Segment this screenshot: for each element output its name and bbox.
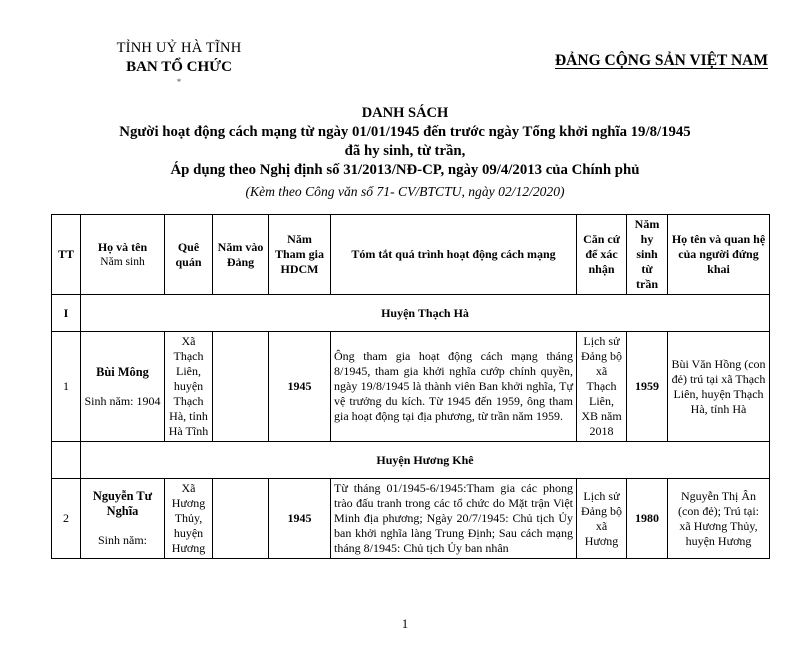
declarant-cell: Nguyễn Thị Ân (con đẻ); Trú tại: xã Hương Thủy, huyện Hương <box>668 479 770 559</box>
page-number: 1 <box>401 617 409 631</box>
activity-summary-cell: Từ tháng 01/1945-6/1945:Tham gia các phong trào đấu tranh trong các tổ chức do Mặt trận Việt Minh địa phương; Ngày 20/7/1945: Chủ tịch Ủy ban khởi nghĩa làng Trung Định; Sau cách mạng tháng 8/1945: Chủ tịch Ủy ban nhân <box>331 479 577 559</box>
person-birth-year: Sinh năm: 1904 <box>84 393 161 408</box>
issuing-department: BAN TỔ CHỨC <box>126 59 232 75</box>
section-header-row <box>52 442 770 479</box>
column-header-hdcm-year: Năm Tham gia HDCM <box>269 215 331 295</box>
verification-basis-cell: Lịch sử Đảng bộ xã Hương <box>577 479 627 559</box>
column-header-party-year: Năm vào Đảng <box>213 215 269 295</box>
column-header-summary: Tóm tắt quá trình hoạt động cách mạng <box>331 215 577 295</box>
person-name-cell <box>81 479 165 559</box>
column-header-name-sub: Năm sinh <box>100 255 145 268</box>
issuing-organization: TỈNH UỶ HÀ TĨNH <box>116 40 242 56</box>
column-header-declarant: Họ tên và quan hệ của người đứng khai <box>668 215 770 295</box>
document-heading: DANH SÁCH <box>361 105 449 121</box>
party-year-cell <box>213 479 269 559</box>
death-year-cell: 1959 <box>627 332 668 442</box>
document-page <box>0 40 810 666</box>
party-year-cell <box>213 332 269 442</box>
row-index: 1 <box>52 332 81 442</box>
person-name-cell <box>81 332 165 442</box>
hdcm-year-cell: 1945 <box>269 332 331 442</box>
column-header-basis: Căn cứ để xác nhận <box>577 215 627 295</box>
activity-summary-cell: Ông tham gia hoạt động cách mạng tháng 8/1945, tham gia khởi nghĩa cướp chính quyền, ngày 19/8/1945 là thành viên Ban khởi nghĩa, Tự vệ trưởng du kích. Từ 1945 đến 1959, ông tham gia hoạt động tại địa phương, từ trần năm 1959. <box>331 332 577 442</box>
column-header-hometown: Quê quán <box>165 215 213 295</box>
column-header-tt: TT <box>52 215 81 295</box>
death-year-cell: 1980 <box>627 479 668 559</box>
national-motto: ĐẢNG CỘNG SẢN VIỆT NAM <box>554 52 768 69</box>
table-row <box>52 332 770 442</box>
person-name: Nguyễn Tư Nghĩa <box>92 489 153 518</box>
column-header-name <box>81 215 165 295</box>
section-numeral <box>52 442 81 479</box>
person-birth-year: Sinh năm: <box>97 533 147 547</box>
hdcm-year-cell: 1945 <box>269 479 331 559</box>
document-subtitle-reference: (Kèm theo Công văn số 71- CV/BTCTU, ngày 02/12/2020) <box>245 184 565 199</box>
row-index: 2 <box>52 479 81 559</box>
document-title-line-3: Áp dụng theo Nghị định số 31/2013/NĐ-CP, ngày 09/4/2013 của Chính phủ <box>170 162 640 178</box>
section-numeral: I <box>52 295 81 332</box>
section-header-row <box>52 295 770 332</box>
column-header-name-main: Họ và tên <box>97 239 148 254</box>
letterhead-left <box>64 40 294 87</box>
section-label: Huyện Thạch Hà <box>81 295 770 332</box>
section-label: Huyện Hương Khê <box>81 442 770 479</box>
document-title-line-1: Người hoạt động cách mạng từ ngày 01/01/1945 đến trước ngày Tổng khởi nghĩa 19/8/1945 <box>119 124 691 140</box>
hometown-cell: Xã Thạch Liên, huyện Thạch Hà, tỉnh Hà Tĩnh <box>165 332 213 442</box>
verification-basis-cell: Lịch sử Đảng bộ xã Thạch Liên, XB năm 2018 <box>577 332 627 442</box>
table-header-row <box>52 215 770 295</box>
table-container <box>0 214 810 559</box>
person-name: Bùi Mông <box>96 364 149 379</box>
table-body <box>52 295 770 559</box>
hometown-cell: Xã Hương Thủy, huyện Hương <box>165 479 213 559</box>
document-title-line-2: đã hy sinh, từ trần, <box>344 143 466 159</box>
letterhead <box>0 40 810 98</box>
table-header <box>52 215 770 295</box>
star-separator-icon: * <box>176 77 182 87</box>
revolutionary-activists-table <box>51 214 770 559</box>
declarant-cell: Bùi Văn Hồng (con đẻ) trú tại xã Thạch Liên, huyện Thạch Hà, tỉnh Hà <box>668 332 770 442</box>
column-header-death-year: Năm hy sinh từ trần <box>627 215 668 295</box>
title-block <box>0 104 810 201</box>
table-row <box>52 479 770 559</box>
